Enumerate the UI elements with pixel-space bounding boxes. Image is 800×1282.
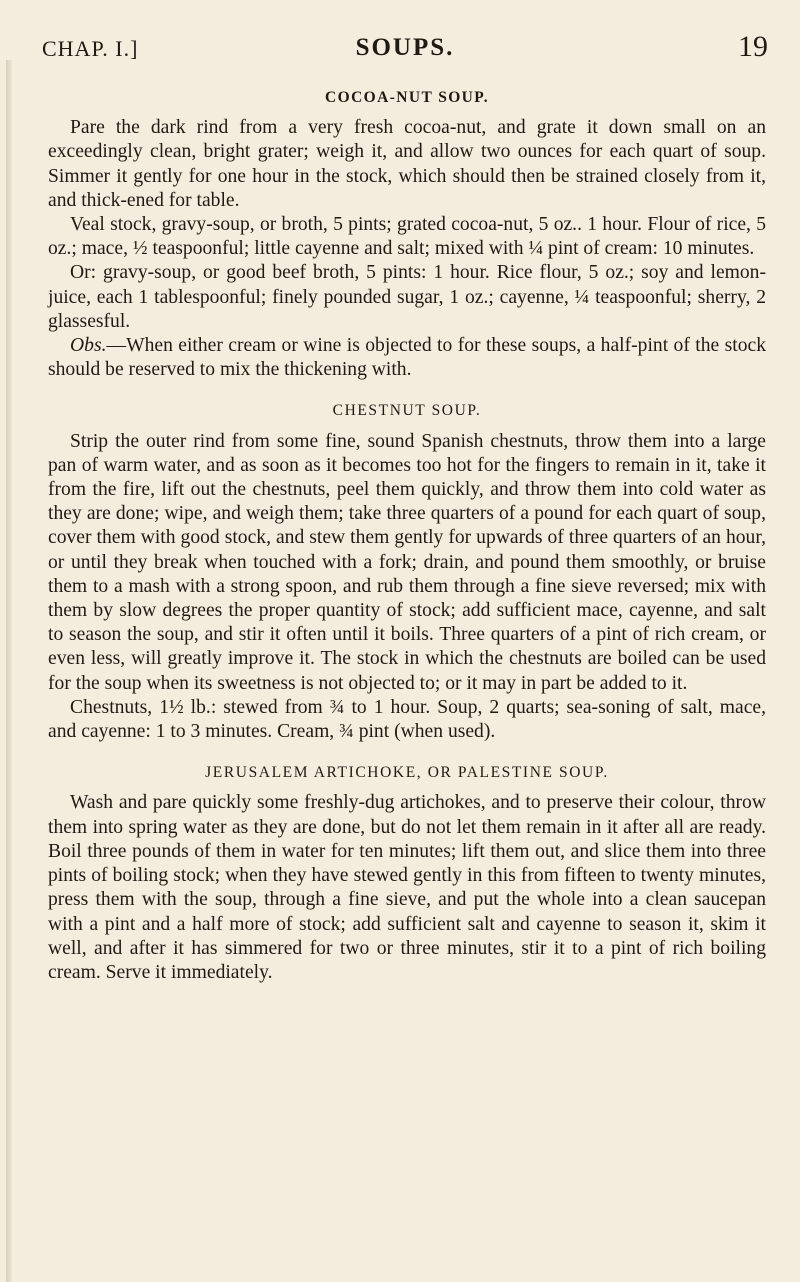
page-gutter	[6, 60, 12, 1282]
obs-text: —When either cream or wine is objected to for these soups, a half-pint of the stock should be reserved to mix the thickening with.	[48, 335, 766, 381]
section-title-cocoa-nut-soup: COCOA-NUT SOUP.	[325, 89, 489, 106]
obs-paragraph	[48, 334, 766, 382]
paragraph: Or: gravy-soup, or good beef broth, 5 pints: 1 hour. Rice flour, 5 oz.; soy and lemon-juice, each 1 tablespoonful; finely pounded sugar, 1 oz.; cayenne, ¼ teaspoonful; sherry, 2 glassesful.	[48, 262, 766, 332]
section-title-chestnut-soup: CHESTNUT SOUP.	[332, 402, 482, 420]
paragraph: Pare the dark rind from a very fresh cocoa-nut, and grate it down small on an exceedingly clean, bright grater; weigh it, and allow two ounces for each quart of soup. Simmer it gently for one hour in the stock, which should then be strained closely from it, and thick-ened for table.	[48, 117, 766, 211]
paragraph: Veal stock, gravy-soup, or broth, 5 pints; grated cocoa-nut, 5 oz.. 1 hour. Flour of rice, 5 oz.; mace, ½ teaspoonful; little cayenne and salt; mixed with ¼ pint of cream: 10 minutes.	[48, 214, 766, 260]
obs-label: Obs.	[70, 335, 107, 357]
running-head	[42, 30, 768, 70]
page-body	[48, 86, 766, 985]
section-title-jerusalem-artichoke-soup: JERUSALEM ARTICHOKE, OR PALESTINE SOUP.	[205, 764, 609, 782]
page-number: 19	[738, 30, 768, 63]
chapter-label: CHAP. I.]	[42, 36, 139, 61]
running-title: SOUPS.	[355, 34, 455, 61]
paragraph: Chestnuts, 1½ lb.: stewed from ¾ to 1 hour. Soup, 2 quarts; sea-soning of salt, mace, and cayenne: 1 to 3 minutes. Cream, ¾ pint (when used).	[48, 696, 766, 743]
paragraph: Wash and pare quickly some freshly-dug artichokes, and to preserve their colour, throw them into spring water as they are done, but do not let them remain in it after all are ready. Boil three pounds of them in water for ten minutes; lift them out, and slice them into three pints of boiling stock; when they have stewed gently in this from fifteen to twenty minutes, press them with the soup, through a fine sieve, and put the whole into a clean saucepan with a pint and a half more of stock; add sufficient salt and cayenne to season it, skim it well, and after it has simmered for two or three minutes, stir it to a pint of rich boiling cream. Serve it immediately.	[48, 792, 766, 983]
paragraph: Strip the outer rind from some fine, sound Spanish chestnuts, throw them into a large pan of warm water, and as soon as it becomes too hot for the fingers to remain in it, take it from the fire, lift out the chestnuts, peel them quickly, and throw them into cold water as they are done; wipe, and weigh them; take three quarters of a pound for each quart of soup, cover them with good stock, and stew them gently for upwards of three quarters of an hour, or until they break when touched with a fork; drain, and pound them smoothly, or bruise them to a mash with a strong spoon, and rub them through a fine sieve reversed; mix with them by slow degrees the proper quantity of stock; add sufficient mace, cayenne, and salt to season the soup, and stir it often until it boils. Three quarters of a pint of rich cream, or even less, will greatly improve it. The stock in which the chestnuts are boiled can be used for the soup when its sweetness is not objected to; or it may in part be added to it.	[48, 430, 766, 694]
